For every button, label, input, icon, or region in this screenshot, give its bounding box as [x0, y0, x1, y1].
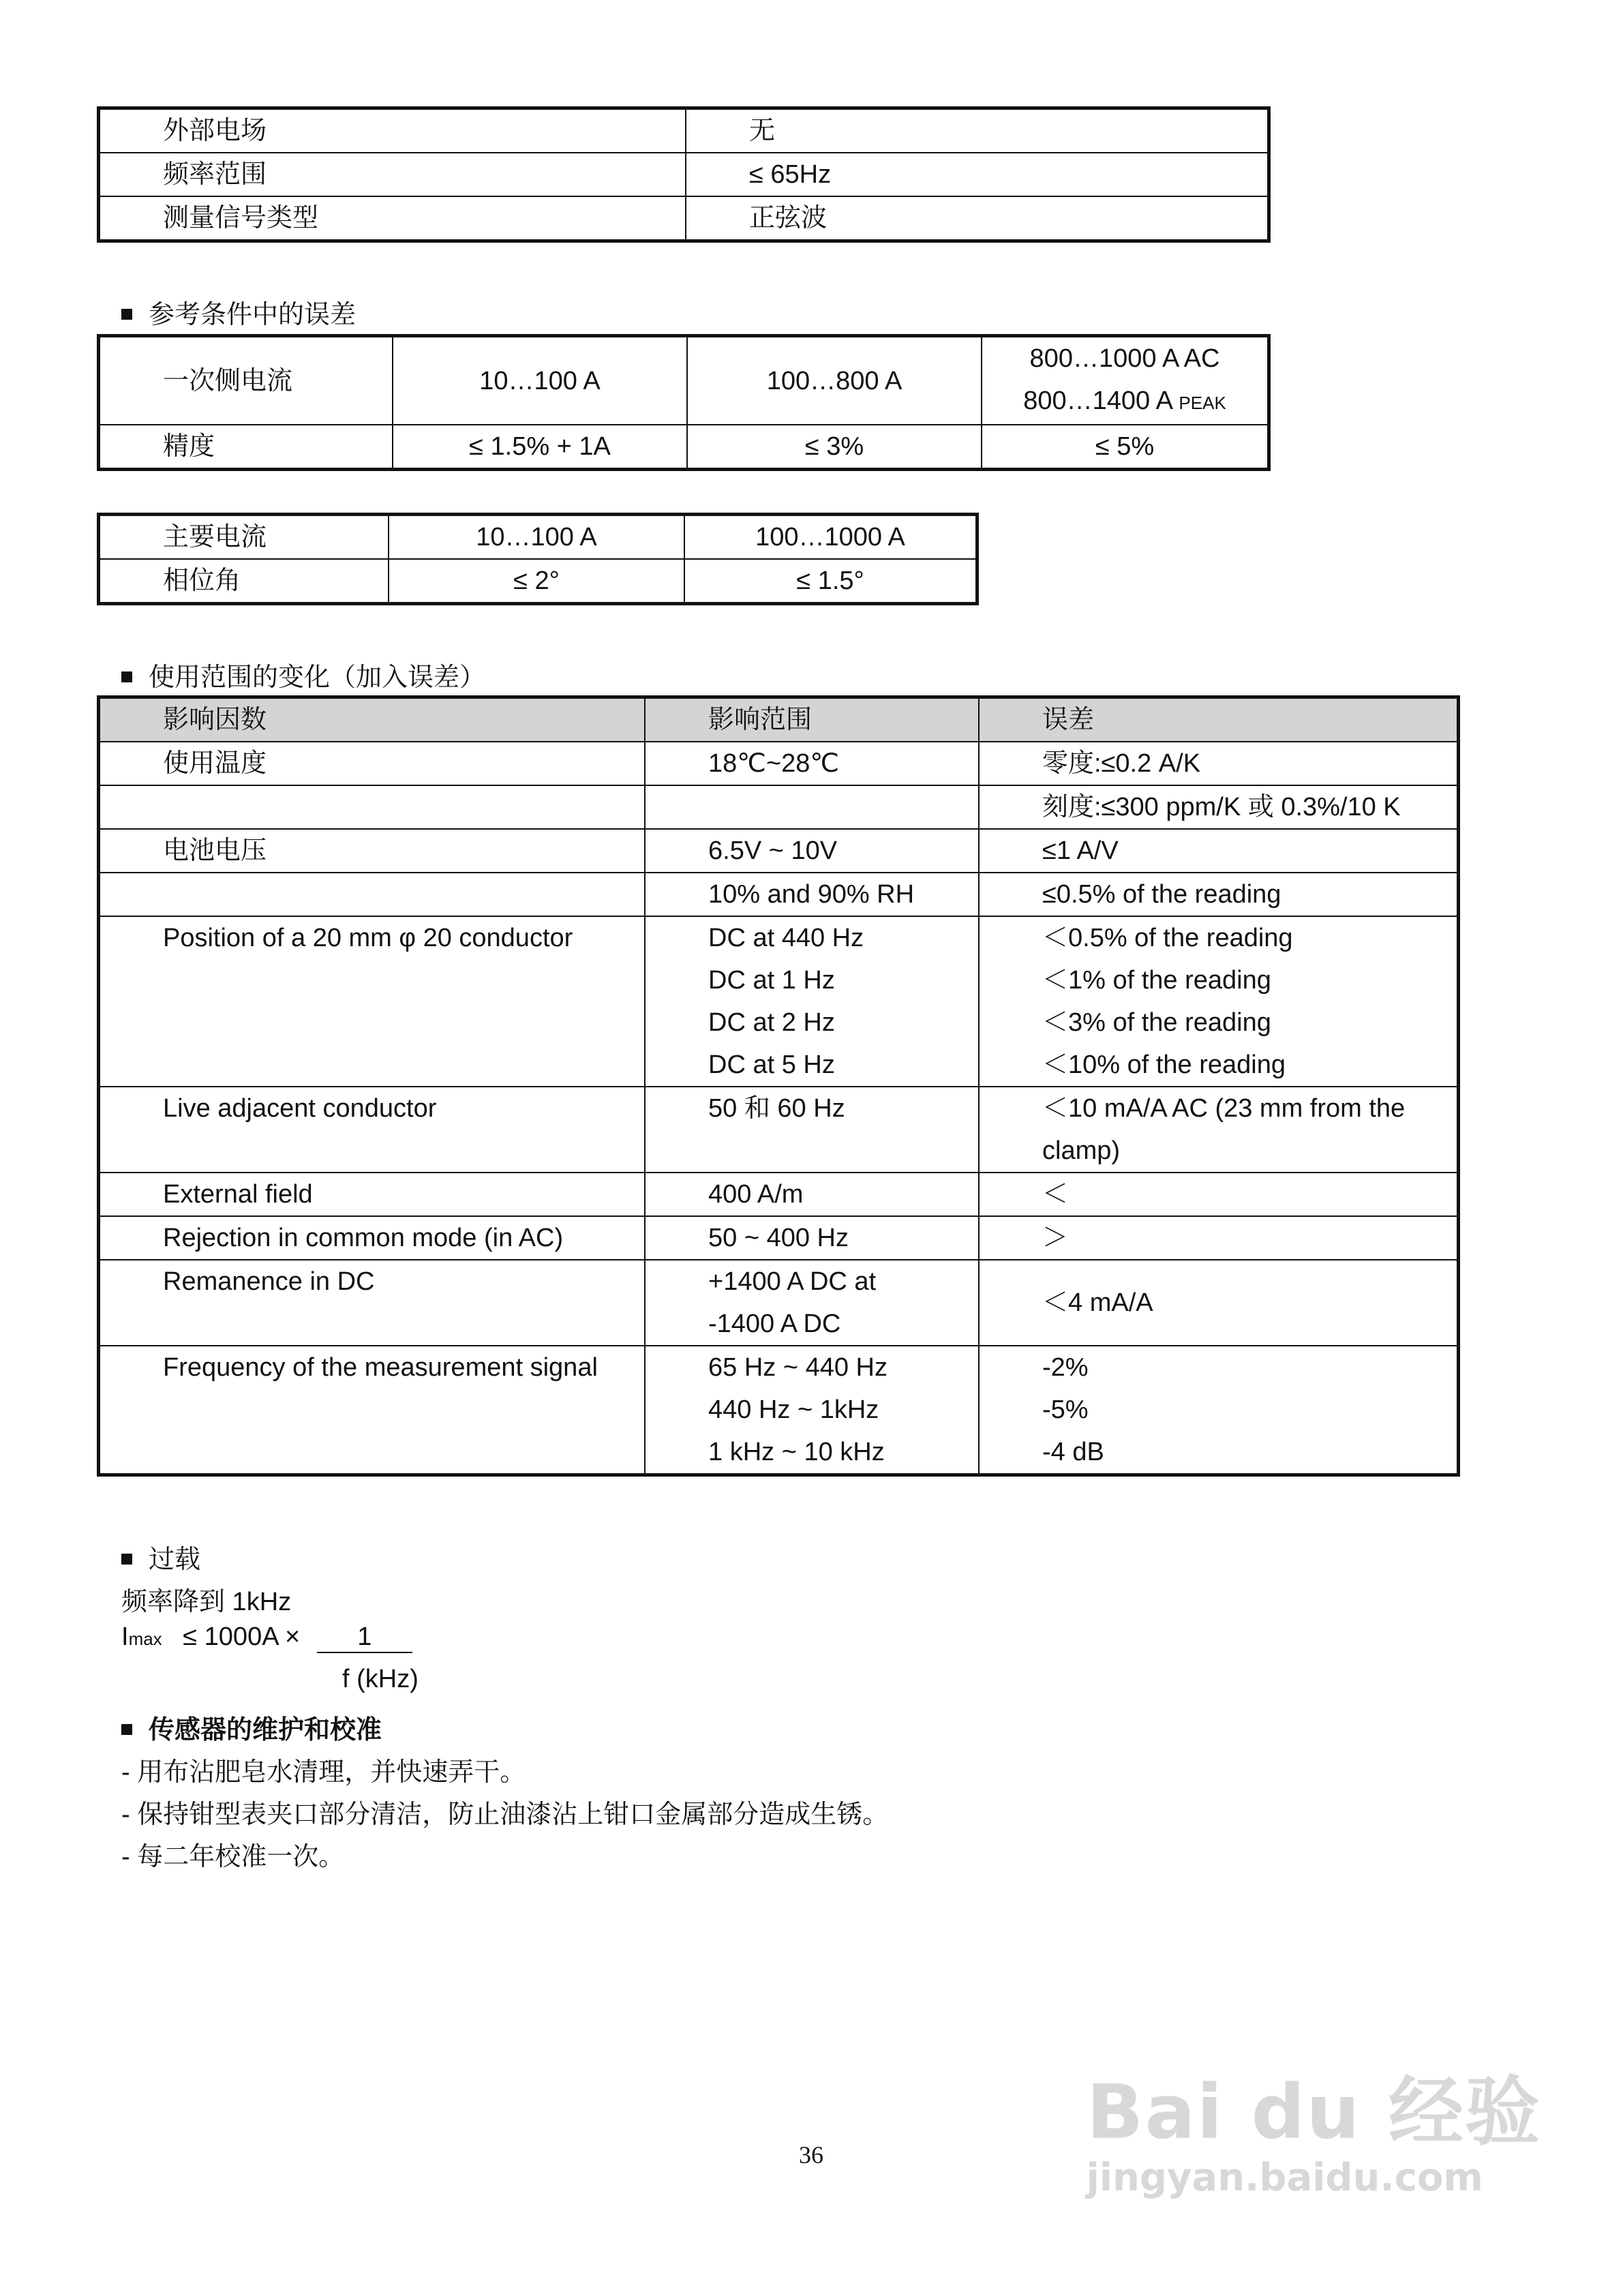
table-header-row — [99, 697, 1459, 742]
cell-line: ＜0.5% of the reading — [1042, 924, 1293, 952]
cell-range: 50 和 60 Hz — [645, 1087, 979, 1173]
table-row — [99, 153, 1269, 196]
cell-factor — [99, 873, 646, 916]
cell-range — [645, 1346, 979, 1475]
watermark — [1087, 2052, 1541, 2200]
bullet-square-icon — [121, 671, 132, 682]
table-row — [99, 1346, 1459, 1475]
cell-value: 100…800 A — [687, 336, 982, 425]
bullet-square-icon — [121, 309, 132, 320]
cell-factor: External field — [99, 1173, 646, 1216]
cell-error: ≤0.5% of the reading — [979, 873, 1459, 916]
cell-line: -5% — [1042, 1395, 1089, 1424]
peak-subscript: PEAK — [1179, 393, 1226, 413]
cell-line: ＜3% of the reading — [1042, 1008, 1271, 1037]
cell-factor: 电池电压 — [99, 829, 646, 873]
overload-formula — [121, 1622, 412, 1653]
cell-range: 400 A/m — [645, 1173, 979, 1216]
cell-label: 一次侧电流 — [99, 336, 393, 425]
list-item: - 用布沾肥皂水清理，并快速弄干。 — [121, 1758, 526, 1787]
cell-line: DC at 5 Hz — [708, 1051, 835, 1079]
cell-value: ≤ 1.5% + 1A — [393, 425, 687, 470]
overload-text: 频率降到 1kHz — [121, 1588, 292, 1616]
cell-error: ＞ — [979, 1216, 1459, 1260]
cell-label: 外部电场 — [99, 108, 686, 153]
table-external-field — [97, 106, 1271, 243]
cell-line: clamp) — [1042, 1136, 1121, 1165]
cell-line: 65 Hz ~ 440 Hz — [708, 1353, 888, 1382]
table-row — [99, 515, 977, 560]
page-number: 36 — [799, 2141, 823, 2169]
bullet-square-icon — [121, 1724, 132, 1735]
cell-line: 800…1400 A PEAK — [1023, 387, 1226, 415]
table-phase-angle — [97, 513, 979, 605]
cell-value: 无 — [686, 108, 1269, 153]
cell-line: DC at 1 Hz — [708, 966, 835, 995]
cell-value: ≤ 3% — [687, 425, 982, 470]
cell-error — [979, 1087, 1459, 1173]
watermark-url: jingyan.baidu.com — [1086, 2156, 1483, 2200]
cell-line: ＜10% of the reading — [1042, 1051, 1286, 1079]
cell-line: DC at 2 Hz — [708, 1008, 835, 1037]
cell-range — [645, 1260, 979, 1346]
cell-value: ≤ 65Hz — [686, 153, 1269, 196]
table-row — [99, 1087, 1459, 1173]
formula-denominator: f (kHz) — [342, 1665, 419, 1693]
cell-value-peak — [982, 336, 1269, 425]
table-row — [99, 196, 1269, 241]
cell-value: 正弦波 — [686, 196, 1269, 241]
cell-value: 10…100 A — [393, 336, 687, 425]
cell-label: 频率范围 — [99, 153, 686, 196]
cell-range — [645, 785, 979, 829]
formula-numerator: 1 — [317, 1622, 412, 1653]
cell-range: 50 ~ 400 Hz — [645, 1216, 979, 1260]
cell-line: ＜10 mA/A AC (23 mm from the — [1042, 1094, 1406, 1123]
table-row — [99, 1260, 1459, 1346]
table-variation — [97, 695, 1460, 1477]
column-header: 误差 — [979, 697, 1459, 742]
cell-factor — [99, 785, 646, 829]
cell-line: -1400 A DC — [708, 1310, 841, 1338]
table-row — [99, 785, 1459, 829]
cell-line: 440 Hz ~ 1kHz — [708, 1395, 879, 1424]
cell-value: ≤ 2° — [389, 559, 684, 604]
cell-range: 18℃~28℃ — [645, 742, 979, 785]
cell-value: ≤ 1.5° — [684, 559, 977, 604]
cell-label: 测量信号类型 — [99, 196, 686, 241]
column-header: 影响因数 — [99, 697, 646, 742]
table-row — [99, 1216, 1459, 1260]
section-heading-variation: 使用范围的变化（加入误差） — [121, 656, 485, 693]
cell-label: 精度 — [99, 425, 393, 470]
table-row — [99, 559, 977, 604]
cell-value: 10…100 A — [389, 515, 684, 560]
cell-factor: Frequency of the measurement signal — [99, 1346, 646, 1475]
section-heading-reference-error: 参考条件中的误差 — [121, 293, 356, 331]
cell-line: -2% — [1042, 1353, 1089, 1382]
cell-range — [645, 916, 979, 1087]
cell-label: 主要电流 — [99, 515, 389, 560]
cell-factor: Live adjacent conductor — [99, 1087, 646, 1173]
cell-factor: 使用温度 — [99, 742, 646, 785]
cell-label: 相位角 — [99, 559, 389, 604]
table-row — [99, 916, 1459, 1087]
table-row — [99, 336, 1269, 425]
cell-line: +1400 A DC at — [708, 1267, 877, 1296]
cell-line: DC at 440 Hz — [708, 924, 864, 952]
list-item: - 保持钳型表夹口部分清洁，防止油漆沾上钳口金属部分造成生锈。 — [121, 1800, 889, 1829]
cell-line: 800…1000 A AC — [1029, 344, 1220, 373]
table-accuracy — [97, 334, 1271, 471]
table-row — [99, 873, 1459, 916]
cell-error: 零度:≤0.2 A/K — [979, 742, 1459, 785]
table-row — [99, 108, 1269, 153]
section-heading-maintenance: 传感器的维护和校准 — [121, 1708, 382, 1746]
cell-value: 100…1000 A — [684, 515, 977, 560]
cell-value: ≤ 5% — [982, 425, 1269, 470]
formula-symbol: I — [121, 1622, 129, 1651]
table-row — [99, 829, 1459, 873]
bullet-square-icon — [121, 1554, 132, 1565]
cell-error: ＜4 mA/A — [979, 1260, 1459, 1346]
watermark-brand: Bai du 经验 — [1086, 2068, 1541, 2156]
table-row — [99, 425, 1269, 470]
section-heading-overload: 过载 — [121, 1538, 200, 1575]
cell-error: 刻度:≤300 ppm/K 或 0.3%/10 K — [979, 785, 1459, 829]
cell-factor: Rejection in common mode (in AC) — [99, 1216, 646, 1260]
column-header: 影响范围 — [645, 697, 979, 742]
cell-range: 6.5V ~ 10V — [645, 829, 979, 873]
table-row — [99, 742, 1459, 785]
cell-line: -4 dB — [1042, 1438, 1104, 1466]
cell-error — [979, 916, 1459, 1087]
cell-error — [979, 1346, 1459, 1475]
table-row — [99, 1173, 1459, 1216]
cell-error: ＜ — [979, 1173, 1459, 1216]
list-item: - 每二年校准一次。 — [121, 1843, 345, 1871]
cell-range: 10% and 90% RH — [645, 873, 979, 916]
formula-operator: ≤ 1000A × — [183, 1622, 301, 1651]
cell-error: ≤1 A/V — [979, 829, 1459, 873]
cell-line: ＜1% of the reading — [1042, 966, 1271, 995]
formula-subscript: max — [128, 1629, 162, 1649]
cell-factor: Remanence in DC — [99, 1260, 646, 1346]
cell-line: 1 kHz ~ 10 kHz — [708, 1438, 885, 1466]
cell-factor: Position of a 20 mm φ 20 conductor — [99, 916, 646, 1087]
